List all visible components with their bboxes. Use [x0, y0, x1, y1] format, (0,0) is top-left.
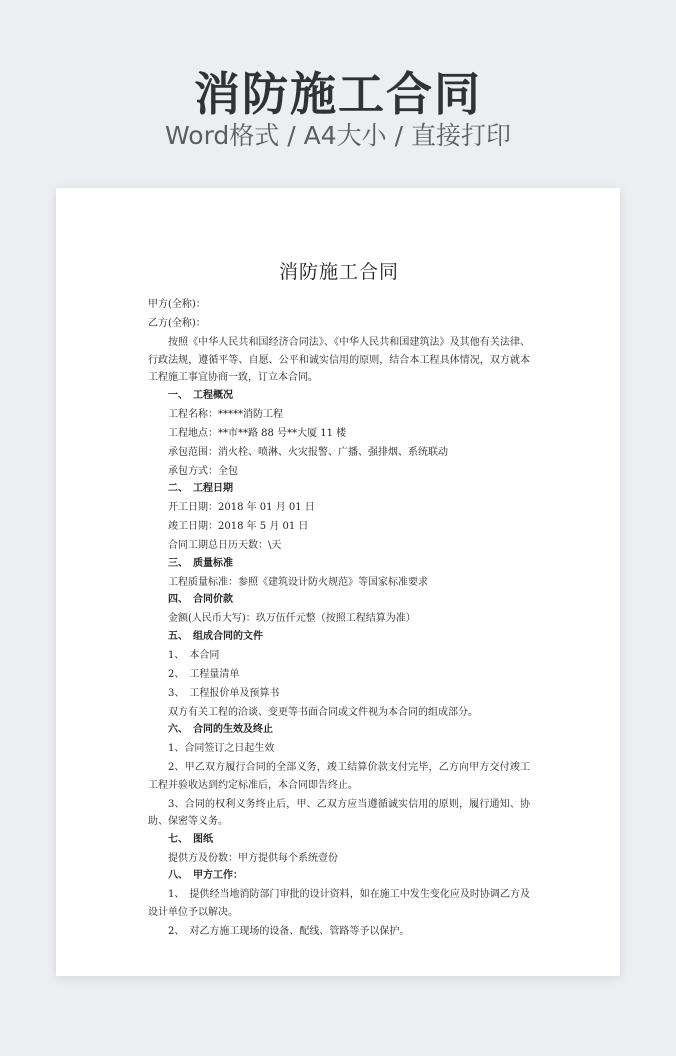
- effect-item-3: 3、合同的权利义务终止后，甲、乙双方应当遵循诚实信用的原则，履行通知、协助、保密等义务。: [148, 798, 530, 827]
- project-location-line: 工程地点：**市**路 88 号**大厦 11 楼: [168, 427, 347, 439]
- document-body: [148, 258, 530, 940]
- section-8-heading: 八、 甲方工作：: [168, 870, 243, 881]
- section-4-heading: 四、 合同价款: [168, 594, 233, 605]
- quality-standard-line: 工程质量标准：参照《建筑设计防火规范》等国家标准要求: [168, 576, 428, 588]
- party-b-line: 乙方(全称)：: [148, 318, 206, 329]
- contract-amount-line: 金额(人民币大写)：玖万伍仟元整（按照工程结算为准）: [168, 613, 416, 624]
- section-5-heading: 五、 组成合同的文件: [168, 630, 263, 642]
- section-1-heading: 一、 工程概况: [168, 389, 233, 401]
- document-note-line: 双方有关工程的洽谈、变更等书面合同或文件视为本合同的组成部分。: [168, 706, 478, 718]
- party-a-duty-2: 2、 对乙方施工现场的设备、配线、管路等予以保护。: [168, 925, 410, 937]
- document-title: 消防施工合同: [278, 261, 399, 283]
- party-a-line: 甲方(全称)：: [148, 299, 206, 310]
- section-6-heading: 六、 合同的生效及终止: [168, 724, 273, 735]
- contract-scope-line: 承包范围：消火栓、喷淋、火灾报警、广播、强排烟、系统联动: [168, 446, 448, 458]
- section-3-heading: 三、 质量标准: [168, 557, 233, 569]
- effect-item-1: 1、合同签订之日起生效: [168, 743, 275, 754]
- completion-date-line: 竣工日期：2018 年 5 月 01 日: [168, 521, 309, 532]
- total-days-line: 合同工期总日历天数：\天: [168, 540, 282, 551]
- contract-method-line: 承包方式：全包: [168, 465, 238, 477]
- section-2-heading: 二、 工程日期: [168, 483, 233, 494]
- banner-subtitle: Word格式 / A4大小 / 直接打印: [165, 121, 511, 150]
- document-item-2: 2、 工程量清单: [168, 668, 240, 680]
- document-item-3: 3、 工程报价单及预算书: [168, 687, 280, 699]
- effect-item-2: 2、甲乙双方履行合同的全部义务，竣工结算价款支付完毕，乙方向甲方交付竣工工程并验收达到约定标准后，本合同即告终止。: [148, 762, 530, 791]
- project-name-line: 工程名称：*****消防工程: [168, 408, 283, 420]
- start-date-line: 开工日期：2018 年 01 月 01 日: [168, 502, 315, 513]
- party-a-duty-1: 1、 提供经当地消防部门审批的设计资料，如在施工中发生变化应及时协调乙方及设计单位予以解决。: [148, 889, 530, 918]
- banner-title: 消防施工合同: [194, 67, 482, 121]
- section-7-heading: 七、 图纸: [168, 833, 213, 845]
- preamble-paragraph: 按照《中华人民共和国经济合同法》、《中华人民共和国建筑法》及其他有关法律、行政法规，遵循平等、自愿、公平和诚实信用的原则，结合本工程具体情况，双方就本工程施工事宜协商一致，订立本合同。: [148, 337, 530, 383]
- drawings-line: 提供方及份数：甲方提供每个系统壹份: [168, 852, 338, 864]
- document-page: [56, 188, 620, 976]
- document-item-1: 1、 本合同: [168, 649, 220, 661]
